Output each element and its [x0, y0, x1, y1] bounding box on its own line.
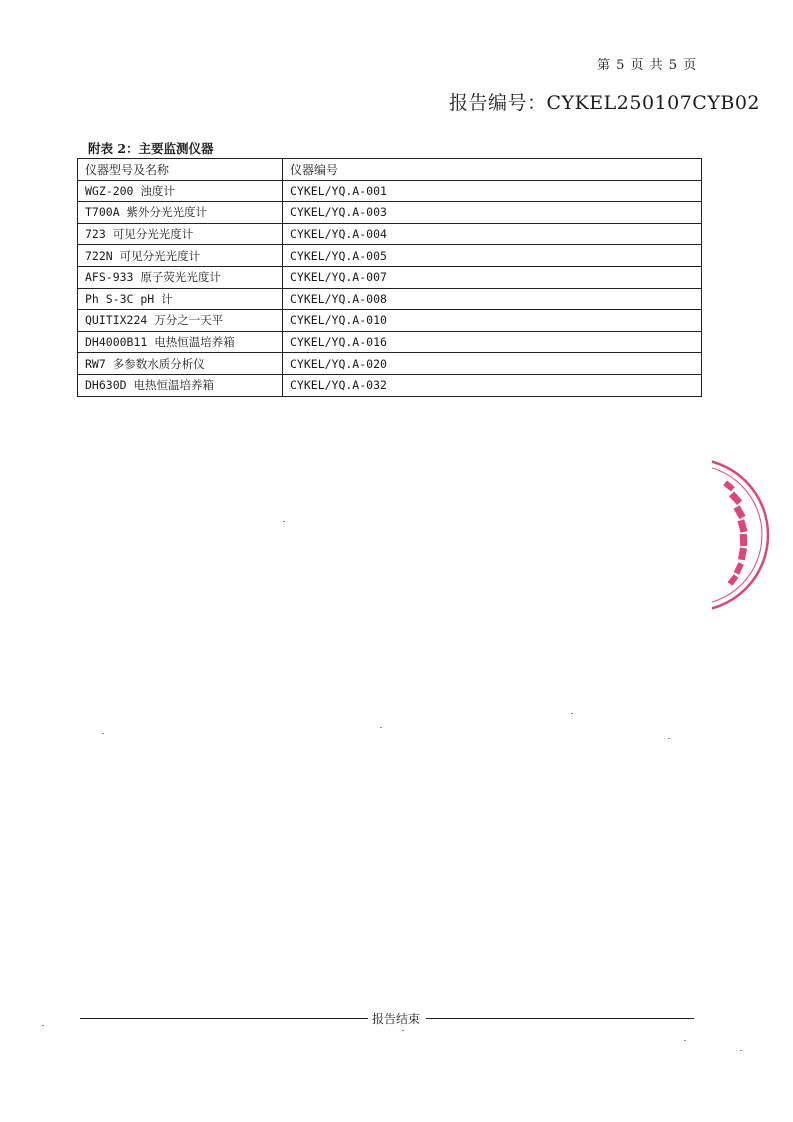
table-row: [78, 202, 702, 224]
instrument-name: 722N 可见分光光度计: [78, 245, 283, 267]
table-title: 附表 2：主要监测仪器: [88, 141, 214, 156]
scan-speck: [668, 738, 670, 739]
scan-speck: [42, 1025, 44, 1026]
scan-speck: [684, 1040, 686, 1041]
footer-line-right: [426, 1018, 694, 1019]
instrument-id: CYKEL/YQ.A-016: [283, 331, 702, 353]
scan-speck: [102, 733, 104, 734]
instrument-name: T700A 紫外分光光度计: [78, 202, 283, 224]
table-row: [78, 331, 702, 353]
column-header-name: 仪器型号及名称: [78, 159, 283, 181]
table-header-row: [78, 159, 702, 181]
scan-speck: [740, 1050, 742, 1051]
instrument-id: CYKEL/YQ.A-010: [283, 310, 702, 332]
instrument-name: AFS-933 原子荧光光度计: [78, 266, 283, 288]
table-row: [78, 353, 702, 375]
scan-speck: [380, 727, 382, 728]
instrument-id: CYKEL/YQ.A-032: [283, 374, 702, 396]
seal-stamp-icon: [712, 455, 776, 615]
table-row: [78, 288, 702, 310]
instrument-id: CYKEL/YQ.A-005: [283, 245, 702, 267]
instrument-id: CYKEL/YQ.A-020: [283, 353, 702, 375]
table-row: [78, 310, 702, 332]
scan-speck: [571, 713, 573, 714]
instrument-id: CYKEL/YQ.A-003: [283, 202, 702, 224]
instrument-id: CYKEL/YQ.A-008: [283, 288, 702, 310]
table-row: [78, 180, 702, 202]
page-number: 第 5 页 共 5 页: [597, 58, 698, 73]
footer-line-left: [80, 1018, 370, 1019]
instrument-id: CYKEL/YQ.A-001: [283, 180, 702, 202]
instrument-name: 723 可见分光光度计: [78, 223, 283, 245]
table-row: [78, 223, 702, 245]
scan-speck: [283, 521, 285, 522]
instrument-name: WGZ-200 浊度计: [78, 180, 283, 202]
instrument-name: Ph S-3C pH 计: [78, 288, 283, 310]
report-number: 报告编号：CYKEL250107CYB02: [449, 92, 761, 114]
column-header-id: 仪器编号: [283, 159, 702, 181]
table-row: [78, 266, 702, 288]
instrument-name: RW7 多参数水质分析仪: [78, 353, 283, 375]
instrument-name: QUITIX224 万分之一天平: [78, 310, 283, 332]
report-end-text: 报告结束: [368, 1010, 424, 1027]
table-row: [78, 374, 702, 396]
table-row: [78, 245, 702, 267]
scan-speck: [402, 1030, 404, 1031]
instrument-name: DH630D 电热恒温培养箱: [78, 374, 283, 396]
instrument-name: DH4000B11 电热恒温培养箱: [78, 331, 283, 353]
inspection-seal: [712, 455, 776, 615]
instrument-id: CYKEL/YQ.A-007: [283, 266, 702, 288]
instrument-id: CYKEL/YQ.A-004: [283, 223, 702, 245]
instrument-table: [77, 158, 702, 397]
